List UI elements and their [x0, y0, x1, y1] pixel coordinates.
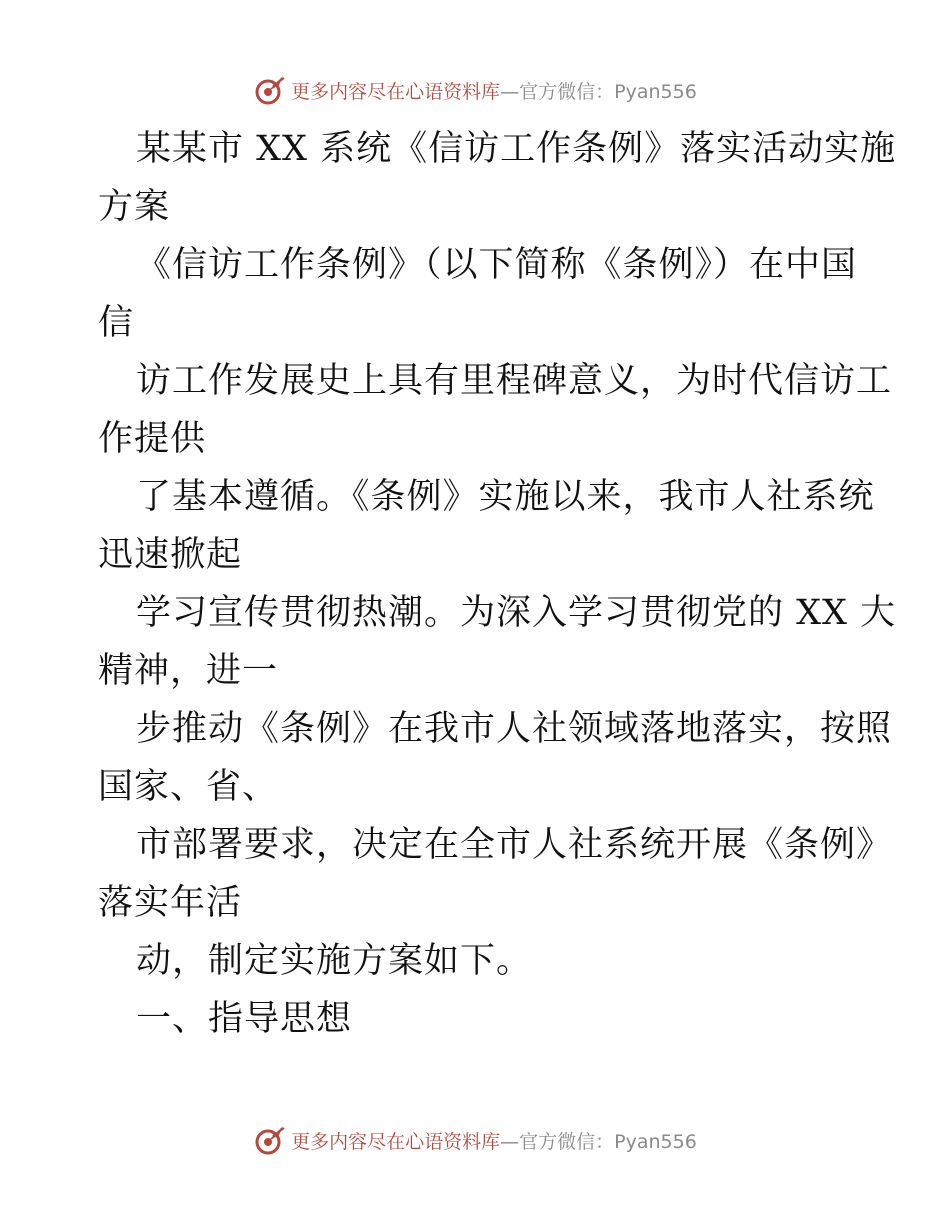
- document-line: 了基本遵循。《条例》实施以来，我市人社系统: [136, 477, 875, 517]
- watermark-text: [291, 77, 697, 104]
- document-line: 精神，进一: [98, 651, 279, 691]
- document-line: 学习宣传贯彻热潮。为深入学习贯彻党的 XX 大: [136, 593, 897, 633]
- document-line: 《信访工作条例》（以下简称《条例》）在中国: [136, 245, 858, 285]
- watermark-separator: —: [500, 1130, 520, 1153]
- document-line: 迅速掀起: [98, 535, 243, 575]
- watermark-main: 更多内容尽在心语资料库: [291, 1130, 501, 1153]
- watermark-contact: 官方微信：Pyan556: [519, 1130, 697, 1153]
- document-line: 国家、省、: [98, 767, 279, 807]
- watermark-contact: 官方微信：Pyan556: [519, 80, 697, 103]
- footer-watermark: [0, 1120, 950, 1160]
- document-line: 步推动《条例》在我市人社领域落地落实，按照: [136, 709, 893, 749]
- document-line: 一、指导思想: [136, 999, 353, 1039]
- watermark-separator: —: [500, 80, 520, 103]
- document-line: 落实年活: [98, 883, 243, 923]
- header-watermark: [0, 70, 950, 110]
- feather-logo-icon: [253, 73, 287, 107]
- watermark-main: 更多内容尽在心语资料库: [291, 80, 501, 103]
- document-line: 信: [98, 303, 135, 343]
- document-body: [98, 120, 897, 1048]
- document-line: 动，制定实施方案如下。: [136, 941, 533, 981]
- document-line: 某某市 XX 系统《信访工作条例》落实活动实施: [136, 129, 897, 169]
- document-line: 访工作发展史上具有里程碑意义，为时代信访工: [136, 361, 893, 401]
- feather-logo-icon: [253, 1123, 287, 1157]
- watermark-text: [291, 1127, 697, 1154]
- document-line: 市部署要求，决定在全市人社系统开展《条例》: [136, 825, 893, 865]
- document-line: 作提供: [98, 419, 207, 459]
- document-line: 方案: [98, 187, 171, 227]
